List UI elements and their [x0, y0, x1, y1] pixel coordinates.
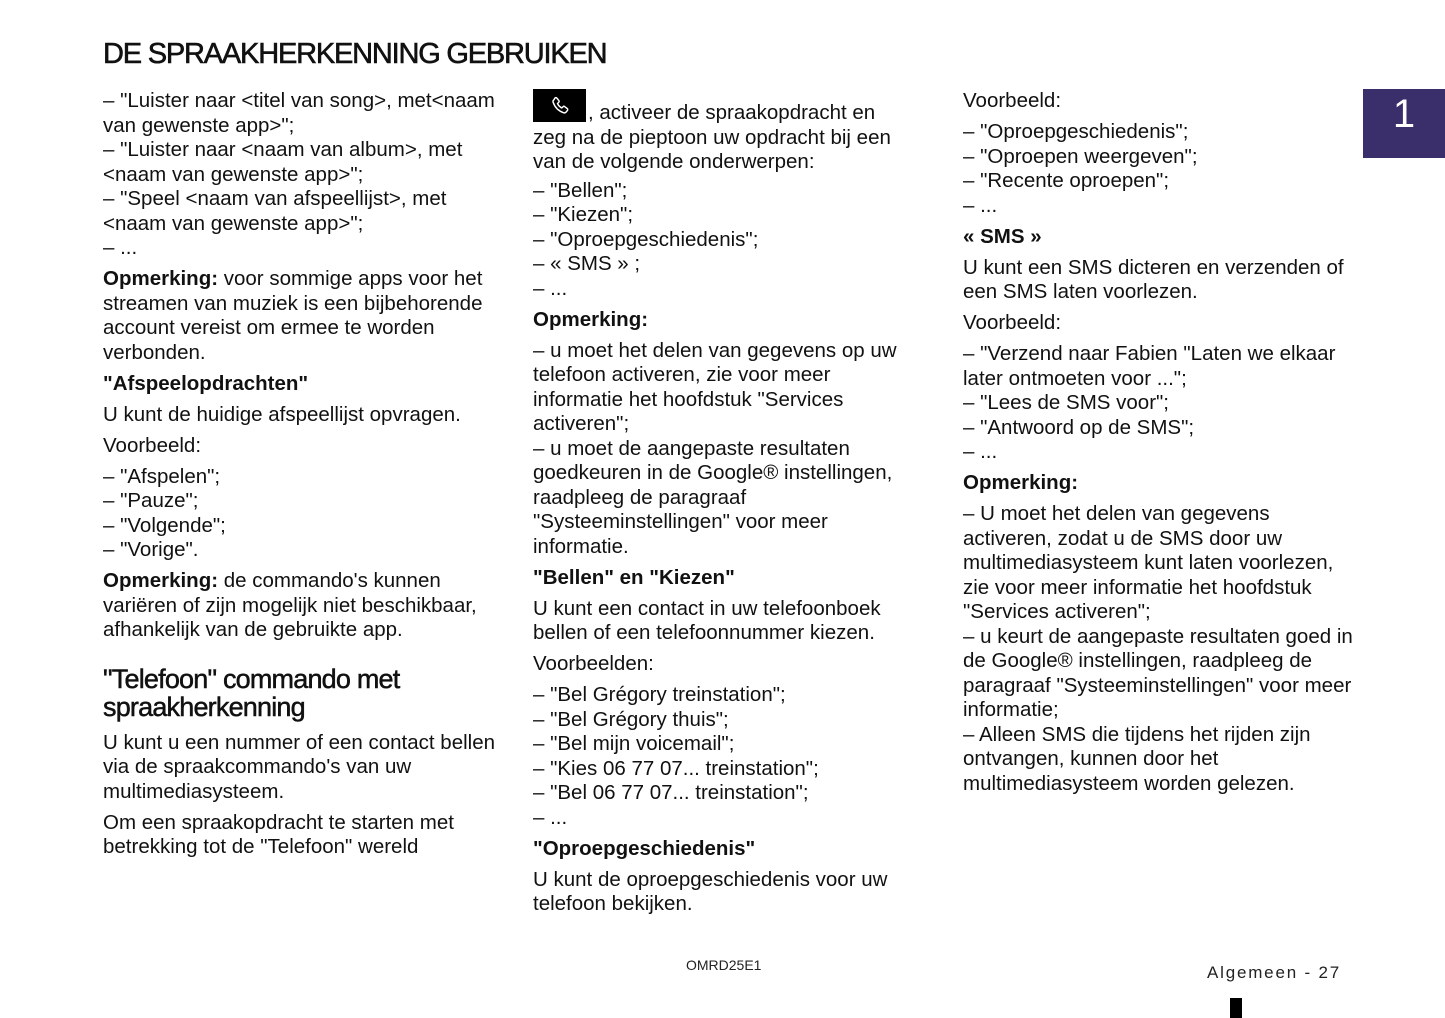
paragraph: Om een spraakopdracht te starten met betrekking tot de "Telefoon" wereld	[103, 810, 454, 858]
list-item: – "Bel 06 77 07... treinstation";	[533, 781, 809, 804]
list-item: – "Antwoord op de SMS";	[963, 415, 1195, 439]
note-paragraph	[103, 569, 508, 643]
list-item: – "Oproepgeschiedenis";	[963, 120, 1189, 143]
column-1	[103, 89, 508, 866]
chapter-tab: 1	[1363, 89, 1445, 158]
list-item: – "Bellen";	[533, 178, 628, 202]
paragraph: U kunt de huidige afspeellijst opvragen.	[103, 402, 461, 426]
note-label: Opmerking:	[963, 471, 1079, 494]
note-item: – U moet het delen van gegevens activeren, zodat u de SMS door uw multimediasysteem kunt laten voorlezen, zie voor meer informatie het hoofdstuk "Services activeren";	[963, 502, 1334, 623]
example-label: Voorbeeld:	[963, 311, 1062, 334]
list-item-group	[533, 179, 923, 302]
paragraph: U kunt een contact in uw telefoonboek bellen of een telefoonnummer kiezen.	[533, 596, 881, 644]
list-item-group	[103, 89, 508, 261]
subheading-sms: « SMS »	[963, 224, 1042, 248]
list-item: – ...	[533, 276, 568, 300]
section-title-telefoon: "Telefoon" commando met spraakherkenning	[103, 663, 400, 722]
subheading-afspeelopdrachten: "Afspeelopdrachten"	[103, 371, 309, 395]
note-text: voor sommige apps voor het streamen van muziek is een bijbehorende account vereist om ermee te worden verbonden.	[103, 267, 483, 364]
note-label: Opmerking:	[103, 569, 219, 592]
list-item: – "Kiezen";	[533, 203, 634, 226]
list-item: – "Pauze";	[103, 489, 199, 512]
list-item: – "Kies 06 77 07... treinstation";	[533, 756, 819, 780]
list-item: – « SMS » ;	[533, 252, 641, 275]
note-item: – Alleen SMS die tijdens het rijden zijn ontvangen, kunnen door het multimediasysteem worden gelezen.	[963, 722, 1311, 795]
list-item: – ...	[103, 236, 138, 259]
list-item: – ...	[963, 440, 998, 463]
note-list	[963, 502, 1355, 796]
note-text: de commando's kunnen variëren of zijn mogelijk niet beschikbaar, afhankelijk van de gebruikte app.	[103, 569, 477, 641]
paragraph: U kunt u een nummer of een contact bellen via de spraakcommando's van uw multimediasysteem.	[103, 730, 496, 803]
subheading-bellen-kiezen: "Bellen" en "Kiezen"	[533, 565, 735, 589]
paragraph: U kunt een SMS dicteren en verzenden of een SMS laten voorlezen.	[963, 255, 1344, 303]
page-title: DE SPRAAKHERKENNING GEBRUIKEN	[103, 38, 607, 70]
list-item-group	[963, 120, 1355, 218]
list-item: – "Vorige".	[103, 538, 199, 561]
note-label: Opmerking:	[103, 267, 219, 290]
list-item: – "Recente oproepen";	[963, 169, 1170, 192]
list-item: – "Luister naar <naam van album>, met <naam van gewenste app>";	[103, 138, 463, 186]
example-label: Voorbeeld:	[963, 89, 1062, 112]
list-item: – "Bel mijn voicemail";	[533, 732, 735, 755]
subheading-oproepgeschiedenis: "Oproepgeschiedenis"	[533, 836, 756, 860]
list-item-group	[103, 465, 508, 563]
list-item: – "Bel Grégory thuis";	[533, 707, 729, 731]
list-item: – "Bel Grégory treinstation";	[533, 683, 786, 706]
list-item: – ...	[963, 193, 998, 217]
example-label: Voorbeelden:	[533, 652, 654, 675]
phone-icon	[533, 89, 586, 122]
paragraph: U kunt de oproepgeschiedenis voor uw telefoon bekijken.	[533, 867, 888, 915]
list-item: – ...	[533, 805, 568, 829]
example-label: Voorbeeld:	[103, 433, 202, 457]
intro-text-first: , activeer de spraakopdracht en	[588, 101, 876, 124]
column-3	[963, 89, 1355, 803]
list-item: – "Volgende";	[103, 513, 226, 537]
column-2	[533, 89, 923, 923]
note-item: – u moet het delen van gegevens op uw telefoon activeren, zie voor meer informatie het hoofdstuk "Services activeren";	[533, 338, 897, 435]
note-item: – u keurt de aangepaste resultaten goed in de Google® instellingen, raadpleeg de paragraaf "Systeeminstellingen" voor meer informatie;	[963, 624, 1353, 721]
list-item-group	[533, 683, 923, 830]
intro-text: zeg na de pieptoon uw opdracht bij een van de volgende onderwerpen:	[533, 125, 891, 173]
list-item: – "Lees de SMS voor";	[963, 391, 1169, 414]
list-item: – "Luister naar <titel van song>, met<naam van gewenste app>";	[103, 89, 495, 137]
note-list	[533, 339, 923, 560]
list-item-group	[963, 342, 1355, 465]
document-ref-code: OMRD25E1	[686, 957, 762, 973]
list-item: – "Afspelen";	[103, 464, 221, 488]
note-paragraph	[103, 267, 508, 365]
list-item: – "Speel <naam van afspeellijst>, met <naam van gewenste app>";	[103, 187, 447, 235]
list-item: – "Oproepgeschiedenis";	[533, 227, 759, 251]
note-item: – u moet de aangepaste resultaten goedkeuren in de Google® instellingen, raadpleeg de paragraaf "Systeeminstellingen" voor meer informatie.	[533, 436, 893, 558]
list-item: – "Oproepen weergeven";	[963, 144, 1198, 168]
list-item: – "Verzend naar Fabien "Laten we elkaar later ontmoeten voor ...";	[963, 342, 1336, 390]
footer-marker	[1230, 998, 1242, 1018]
intro-paragraph	[533, 89, 923, 175]
note-label: Opmerking:	[533, 307, 649, 331]
page-footer: Algemeen - 27	[1207, 963, 1341, 982]
